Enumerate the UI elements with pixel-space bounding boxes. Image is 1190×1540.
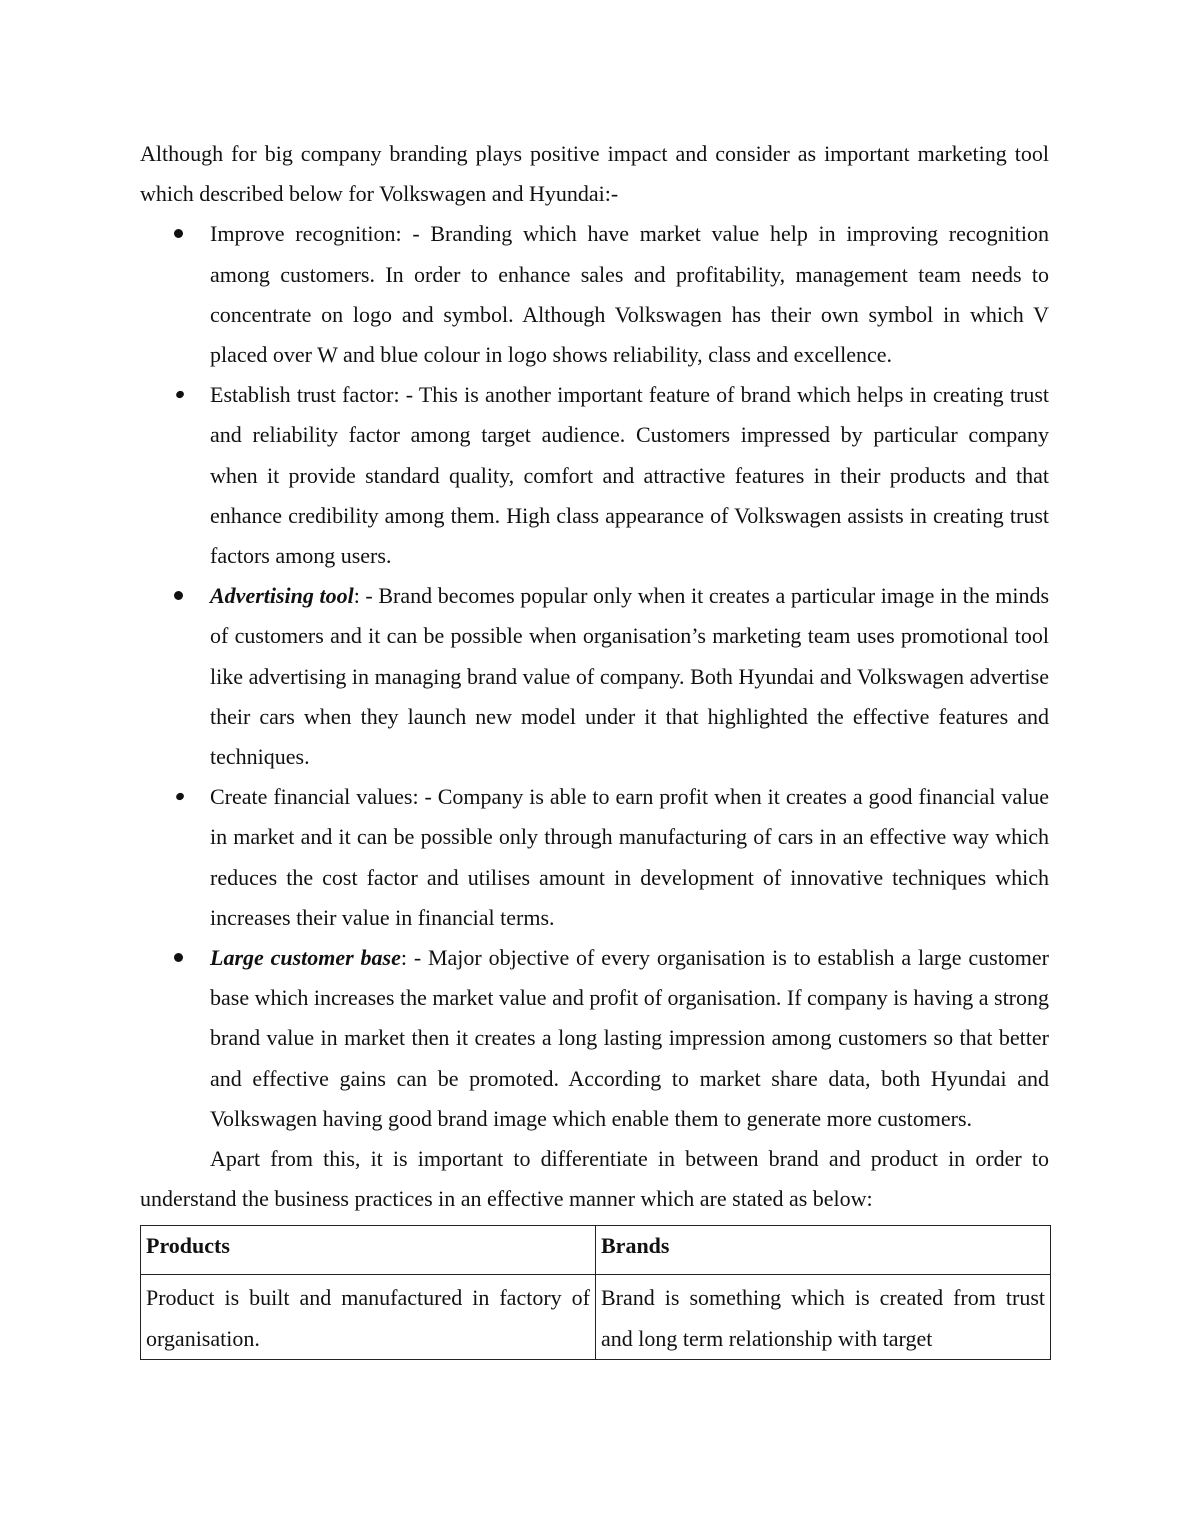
list-item — [140, 777, 1049, 938]
bullet-text: : - Company is able to earn profit when it creates a good financial value in market and it can be possible only through manufacturing of cars in an effective way which reduces the cost factor and utilises amount in development of innovative techniques which increases their value in financial terms. — [210, 784, 1049, 930]
products-vs-brands-table — [140, 1225, 1051, 1359]
bullet-icon — [174, 229, 183, 238]
bullet-term: Improve recognition — [210, 221, 396, 247]
table-header-row — [141, 1226, 1051, 1275]
list-item — [140, 938, 1049, 1139]
bullet-icon — [175, 792, 185, 802]
bullet-term: Create financial values — [210, 784, 413, 810]
bullet-icon — [174, 953, 183, 962]
closing-paragraph: Apart from this, it is important to differentiate in between brand and product in order to understand the business practices in an effective manner which are stated as below: — [140, 1146, 1049, 1212]
branding-benefits-list — [140, 214, 1049, 1139]
list-item — [140, 375, 1049, 576]
bullet-icon — [174, 591, 183, 600]
table-cell-products: Product is built and manufactured in factory of organisation. — [141, 1275, 596, 1359]
header-products: Products — [141, 1226, 596, 1275]
list-item — [140, 576, 1049, 777]
bullet-term: Large customer base — [210, 945, 401, 971]
document-page — [140, 134, 1049, 1360]
bullet-term: Establish trust factor — [210, 382, 394, 408]
bullet-icon — [175, 390, 185, 400]
bullet-text: : - Major objective of every organisation is to establish a large customer base which increases the market value and profit of organisation. If company is having a strong brand value in market then it creates a long lasting impression among customers so that better and effective gains can be promoted. According to market share data, both Hyundai and Volkswagen having good brand image which enable them to generate more customers. — [210, 945, 1050, 1131]
table-row — [141, 1275, 1051, 1359]
bullet-term: Advertising tool — [210, 583, 354, 609]
table-cell-brands: Brand is something which is created from trust and long term relationship with target — [596, 1275, 1051, 1359]
bullet-text: : - Brand becomes popular only when it creates a particular image in the minds of customers and it can be possible when organisation’s marketing team uses promotional tool like advertising in managing brand value of company. Both Hyundai and Volkswagen advertise their cars when they launch new model under it that highlighted the effective features and techniques. — [210, 583, 1050, 770]
bullet-text: : - Branding which have market value help in improving recognition among customers. In order to enhance sales and profitability, management team needs to concentrate on logo and symbol. Although Volkswagen has their own symbol in which V placed over W and blue colour in logo shows reliability, class and excellence. — [210, 221, 1049, 368]
intro-paragraph: Although for big company branding plays positive impact and consider as important marketing tool which described below for Volkswagen and Hyundai:- — [140, 141, 1049, 207]
header-brands: Brands — [596, 1226, 1051, 1275]
list-item — [140, 214, 1049, 375]
bullet-text: : - This is another important feature of brand which helps in creating trust and reliability factor among target audience. Customers impressed by particular company when it provide standard quality, comfort and attractive features in their products and that enhance credibility among them. High class appearance of Volkswagen assists in creating trust factors among users. — [210, 382, 1049, 569]
